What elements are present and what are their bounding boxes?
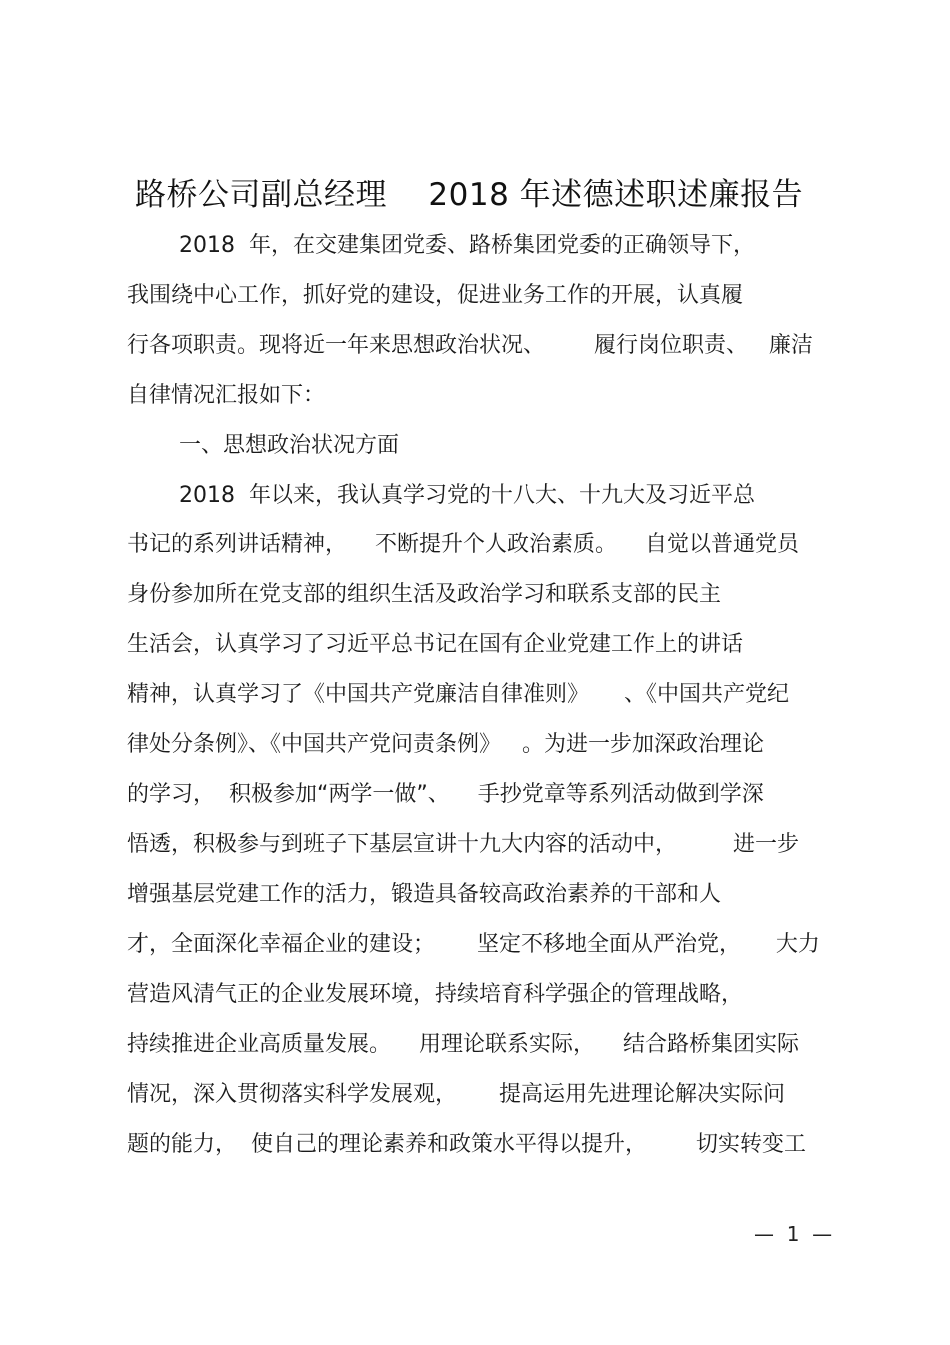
- paragraph-line: 2018 年以来，我认真学习党的十八大、十九大及习近平总: [179, 483, 755, 508]
- paragraph-line: 营造风清气正的企业发展环境，持续培育科学强企的管理战略，: [127, 982, 744, 1007]
- paragraph-line: 才，全面深化幸福企业的建设； 坚定不移地全面从严治党， 大力: [127, 932, 820, 957]
- paragraph-line: 书记的系列讲话精神， 不断提升个人政治素质。 自觉以普通党员: [127, 532, 799, 557]
- paragraph-line: 题的能力， 使自己的理论素养和政策水平得以提升， 切实转变工: [127, 1132, 806, 1157]
- paragraph-line: 生活会，认真学习了习近平总书记在国有企业党建工作上的讲话: [127, 632, 744, 657]
- section-heading: 一、思想政治状况方面: [179, 433, 400, 458]
- paragraph-line: 持续推进企业高质量发展。 用理论联系实际， 结合路桥集团实际: [127, 1032, 799, 1057]
- paragraph-line: 身份参加所在党支部的组织生活及政治学习和联系支部的民主: [127, 582, 722, 607]
- document-title: 路桥公司副总经理 2018 年述德述职述廉报告: [135, 177, 804, 213]
- paragraph-line: 的学习， 积极参加“两学一做”、 手抄党章等系列活动做到学深: [127, 782, 764, 807]
- paragraph-line: 悟透，积极参与到班子下基层宣讲十九大内容的活动中， 进一步: [127, 832, 799, 857]
- paragraph-line: 律处分条例》、《中国共产党问责条例》 。为进一步加深政治理论: [127, 732, 764, 757]
- page-number: — 1 —: [754, 1222, 833, 1246]
- paragraph-line: 行各项职责。现将近一年来思想政治状况、 履行岗位职责、 廉洁: [127, 333, 813, 358]
- paragraph-line: 我围绕中心工作，抓好党的建设，促进业务工作的开展，认真履: [127, 283, 744, 308]
- paragraph-line: 情况，深入贯彻落实科学发展观， 提高运用先进理论解决实际问: [127, 1082, 785, 1107]
- paragraph-line: 2018 年，在交建集团党委、路桥集团党委的正确领导下，: [179, 233, 755, 258]
- paragraph-line: 自律情况汇报如下：: [127, 383, 326, 408]
- paragraph-line: 精神，认真学习了《中国共产党廉洁自律准则》 、《中国共产党纪: [127, 682, 789, 707]
- paragraph-line: 增强基层党建工作的活力，锻造具备较高政治素养的干部和人: [127, 882, 722, 907]
